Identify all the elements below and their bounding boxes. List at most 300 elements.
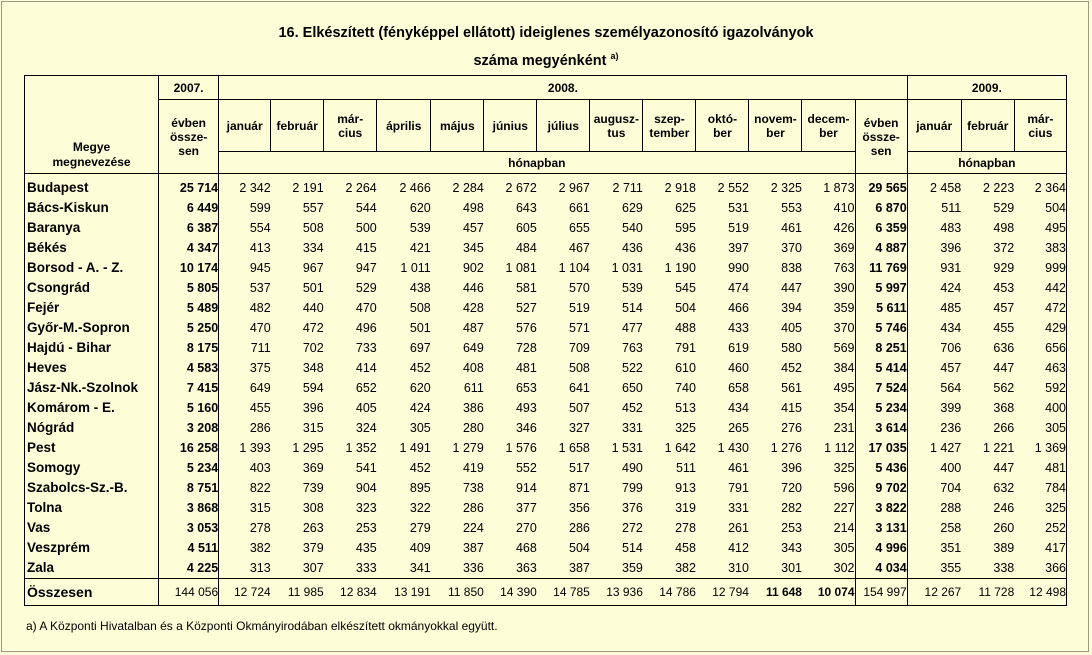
value-2008-month: 738 [462, 481, 484, 495]
value-2008-month: 1 279 [452, 441, 484, 455]
table-row [25, 378, 1067, 398]
value-2008-annual: 3 614 [855, 418, 907, 438]
value-2008-month: 272 [622, 521, 643, 535]
value-2008-month: 1 491 [399, 441, 431, 455]
value-2008-month: 396 [781, 461, 802, 475]
value-2007-annual: 5 160 [159, 398, 219, 418]
value-2008-month: 424 [409, 401, 431, 415]
value-2008-month: 286 [569, 521, 590, 535]
value-2008-month: 14 390 [484, 579, 537, 606]
value-2008-month: 438 [409, 281, 431, 295]
value-2008-month: 435 [355, 541, 377, 555]
value-2008-month: 447 [781, 281, 802, 295]
value-2009-month: 355 [907, 558, 961, 579]
annual-2008-header: évben össze- sen [855, 100, 907, 174]
value-2008-month: 421 [409, 241, 431, 255]
value-2008-month: 1 081 [505, 261, 537, 275]
month-header-2008: április [377, 100, 431, 152]
value-2008-annual: 5 746 [855, 318, 907, 338]
value-2008-month: 1 276 [770, 441, 802, 455]
value-2009-month: 562 [993, 381, 1015, 395]
value-2008-month: 345 [462, 241, 484, 255]
value-2008-month: 14 786 [643, 579, 696, 606]
value-2007-annual: 25 714 [159, 174, 219, 199]
unit-header-2008: hónapban [219, 152, 855, 174]
county-name: Komárom - E. [25, 398, 159, 418]
value-2008-month: 791 [728, 481, 749, 495]
county-name: Heves [25, 358, 159, 378]
value-2008-month: 253 [355, 521, 377, 535]
value-2009-month: 266 [993, 421, 1015, 435]
value-2008-month: 895 [409, 481, 431, 495]
value-2008-month: 2 466 [399, 181, 431, 195]
value-2008-month: 2 552 [717, 181, 749, 195]
value-2008-annual: 4 996 [855, 538, 907, 558]
value-2008-month: 452 [409, 461, 431, 475]
value-2008-month: 324 [355, 421, 377, 435]
table-row [25, 298, 1067, 318]
county-header-line-1: Megye [72, 140, 111, 154]
value-2008-month: 822 [219, 478, 271, 498]
value-2008-month: 2 918 [664, 181, 696, 195]
value-2008-month: 315 [302, 421, 324, 435]
value-2008-month: 508 [569, 361, 590, 375]
value-2008-month: 343 [781, 541, 802, 555]
value-2008-month: 12 724 [219, 579, 271, 606]
value-2008-month: 227 [802, 498, 855, 518]
value-2008-month: 739 [302, 481, 324, 495]
value-2008-month: 331 [622, 421, 643, 435]
value-2009-month: 529 [993, 201, 1015, 215]
value-2008-month: 2 672 [505, 181, 537, 195]
value-2008-month: 278 [219, 518, 271, 538]
title-line-2 [0, 45, 1092, 73]
value-2007-annual: 3 868 [159, 498, 219, 518]
value-2008-month: 501 [409, 321, 431, 335]
value-2008-month: 527 [515, 301, 537, 315]
value-2008-month: 278 [675, 521, 696, 535]
table-row [25, 418, 1067, 438]
value-2008-month: 336 [462, 561, 484, 575]
value-2008-month: 452 [781, 361, 802, 375]
value-2008-month: 517 [569, 461, 590, 475]
value-2008-month: 446 [462, 281, 484, 295]
value-2008-month: 341 [409, 561, 431, 575]
value-2007-annual: 6 387 [159, 218, 219, 238]
value-2008-month: 412 [728, 541, 749, 555]
value-2008-month: 409 [409, 541, 431, 555]
value-2008-month: 1 104 [558, 261, 590, 275]
value-2008-annual: 154 997 [855, 579, 907, 606]
value-2009-month: 457 [993, 301, 1015, 315]
value-2008-month: 319 [675, 501, 696, 515]
month-header-2008: szep- tember [643, 100, 696, 152]
table-row [25, 558, 1067, 579]
value-2008-month: 488 [675, 321, 696, 335]
value-2008-month: 397 [728, 241, 749, 255]
value-2007-annual: 4 347 [159, 238, 219, 258]
value-2007-annual: 3 053 [159, 518, 219, 538]
value-2008-month: 472 [302, 321, 324, 335]
year-2007-header: 2007. [159, 76, 219, 100]
value-2008-month: 302 [802, 558, 855, 579]
value-2008-month: 457 [462, 221, 484, 235]
value-2008-month: 620 [409, 201, 431, 215]
value-2007-annual: 5 489 [159, 298, 219, 318]
value-2008-month: 356 [569, 501, 590, 515]
value-2008-month: 545 [675, 281, 696, 295]
value-2009-month: 455 [993, 321, 1015, 335]
value-2009-month: 396 [907, 238, 961, 258]
value-2009-month: 399 [907, 398, 961, 418]
value-2008-month: 658 [728, 381, 749, 395]
value-2008-month: 619 [728, 341, 749, 355]
value-2008-annual: 5 611 [855, 298, 907, 318]
value-2008-month: 902 [462, 261, 484, 275]
value-2008-month: 2 284 [452, 181, 484, 195]
value-2008-month: 231 [802, 418, 855, 438]
value-2008-month: 253 [781, 521, 802, 535]
value-2008-month: 605 [515, 221, 537, 235]
value-2008-month: 728 [515, 341, 537, 355]
value-2007-annual: 5 250 [159, 318, 219, 338]
value-2008-month: 904 [355, 481, 377, 495]
month-header-2008: októ- ber [696, 100, 749, 152]
value-2009-month: 325 [1014, 498, 1066, 518]
value-2009-month: 447 [993, 461, 1015, 475]
value-2008-month: 331 [728, 501, 749, 515]
county-name: Borsod - A. - Z. [25, 258, 159, 278]
value-2009-month: 429 [1014, 318, 1066, 338]
table-row [25, 498, 1067, 518]
value-2008-month: 379 [302, 541, 324, 555]
value-2008-month: 310 [728, 561, 749, 575]
value-2008-month: 415 [781, 401, 802, 415]
value-2008-month: 1 190 [664, 261, 696, 275]
value-2009-month: 504 [1014, 198, 1066, 218]
value-2008-month: 436 [622, 241, 643, 255]
value-2008-month: 419 [462, 461, 484, 475]
value-2009-month: 417 [1014, 538, 1066, 558]
county-name: Tolna [25, 498, 159, 518]
value-2008-annual: 8 251 [855, 338, 907, 358]
month-header-2008: decem- ber [802, 100, 855, 152]
value-2008-month: 2 967 [558, 181, 590, 195]
value-2008-annual: 11 769 [855, 258, 907, 278]
value-2008-month: 348 [302, 361, 324, 375]
value-2008-month: 481 [515, 361, 537, 375]
total-row [25, 579, 1067, 606]
table-row [25, 438, 1067, 458]
value-2008-month: 382 [675, 561, 696, 575]
value-2009-month: 483 [907, 218, 961, 238]
value-2009-month: 481 [1014, 458, 1066, 478]
county-name: Békés [25, 238, 159, 258]
value-2008-month: 375 [219, 358, 271, 378]
value-2008-month: 709 [569, 341, 590, 355]
value-2008-month: 433 [728, 321, 749, 335]
value-2008-annual: 17 035 [855, 438, 907, 458]
value-2009-month: 236 [907, 418, 961, 438]
value-2008-month: 599 [219, 198, 271, 218]
value-2009-month: 368 [993, 401, 1015, 415]
value-2009-month: 999 [1014, 258, 1066, 278]
county-name: Vas [25, 518, 159, 538]
value-2008-month: 11 648 [749, 579, 802, 606]
value-2009-month: 338 [993, 561, 1015, 575]
value-2008-annual: 5 234 [855, 398, 907, 418]
table-row [25, 318, 1067, 338]
value-2008-month: 14 785 [537, 579, 590, 606]
value-2008-month: 12 834 [324, 579, 377, 606]
value-2008-month: 702 [302, 341, 324, 355]
value-2008-month: 322 [409, 501, 431, 515]
value-2008-month: 581 [515, 281, 537, 295]
table-row [25, 538, 1067, 558]
month-header-2008: február [271, 100, 324, 152]
county-name: Jász-Nk.-Szolnok [25, 378, 159, 398]
value-2008-month: 394 [781, 301, 802, 315]
value-2008-month: 1 352 [345, 441, 377, 455]
value-2008-month: 791 [675, 341, 696, 355]
table-row [25, 258, 1067, 278]
value-2008-month: 370 [781, 241, 802, 255]
value-2009-month: 495 [1014, 218, 1066, 238]
value-2008-month: 276 [781, 421, 802, 435]
value-2007-annual: 3 208 [159, 418, 219, 438]
month-header-2009: február [961, 100, 1014, 152]
value-2007-annual: 10 174 [159, 258, 219, 278]
value-2008-month: 270 [515, 521, 537, 535]
value-2008-annual: 4 034 [855, 558, 907, 579]
value-2008-month: 653 [515, 381, 537, 395]
value-2008-month: 440 [302, 301, 324, 315]
value-2007-annual: 5 805 [159, 278, 219, 298]
value-2007-annual: 4 583 [159, 358, 219, 378]
value-2008-month: 263 [302, 521, 324, 535]
value-2008-month: 652 [355, 381, 377, 395]
value-2008-month: 496 [355, 321, 377, 335]
value-2009-month: 447 [993, 361, 1015, 375]
value-2007-annual: 16 258 [159, 438, 219, 458]
value-2009-month: 258 [907, 518, 961, 538]
value-2008-month: 11 985 [271, 579, 324, 606]
value-2009-month: 457 [907, 358, 961, 378]
value-2008-month: 539 [409, 221, 431, 235]
value-2008-month: 452 [409, 361, 431, 375]
value-2008-month: 12 794 [696, 579, 749, 606]
value-2008-month: 569 [802, 338, 855, 358]
value-2008-month: 540 [622, 221, 643, 235]
value-2008-month: 2 191 [292, 181, 324, 195]
value-2008-month: 325 [675, 421, 696, 435]
value-2008-month: 458 [675, 541, 696, 555]
month-header-2008: július [537, 100, 590, 152]
value-2008-month: 359 [622, 561, 643, 575]
value-2008-month: 557 [302, 201, 324, 215]
value-2008-month: 369 [302, 461, 324, 475]
county-name: Pest [25, 438, 159, 458]
footnote: a) A Központi Hivatalban és a Központi Okmányirodában elkészített okmányokkal együtt. [26, 619, 498, 633]
table-row [25, 458, 1067, 478]
value-2008-month: 498 [462, 201, 484, 215]
value-2008-month: 913 [675, 481, 696, 495]
value-2008-month: 363 [515, 561, 537, 575]
value-2008-month: 410 [802, 198, 855, 218]
value-2008-month: 461 [781, 221, 802, 235]
value-2008-month: 1 430 [717, 441, 749, 455]
county-header [25, 76, 159, 174]
title-line-1: 16. Elkészített (fényképpel ellátott) ideiglenes személyazonosító igazolványok [278, 25, 814, 41]
value-2008-month: 1 873 [802, 174, 855, 199]
value-2008-month: 484 [515, 241, 537, 255]
value-2008-month: 514 [622, 541, 643, 555]
value-2008-month: 511 [675, 461, 696, 475]
value-2008-month: 468 [515, 541, 537, 555]
value-2008-month: 279 [409, 521, 431, 535]
county-name: Somogy [25, 458, 159, 478]
value-2009-month: 1 221 [982, 441, 1015, 455]
value-2008-month: 513 [675, 401, 696, 415]
value-2008-month: 487 [462, 321, 484, 335]
year-2009-header: 2009. [907, 76, 1066, 100]
value-2008-month: 359 [802, 298, 855, 318]
value-2008-month: 214 [802, 518, 855, 538]
value-2008-month: 477 [622, 321, 643, 335]
value-2008-month: 514 [622, 301, 643, 315]
value-2008-month: 838 [781, 261, 802, 275]
value-2008-annual: 3 131 [855, 518, 907, 538]
value-2007-annual: 8 751 [159, 478, 219, 498]
value-2007-annual: 144 056 [159, 579, 219, 606]
value-2008-month: 490 [622, 461, 643, 475]
value-2008-month: 461 [728, 461, 749, 475]
value-2008-month: 354 [802, 398, 855, 418]
value-2008-month: 426 [802, 218, 855, 238]
value-2008-month: 561 [781, 381, 802, 395]
value-2009-month: 12 267 [907, 579, 961, 606]
value-2008-month: 11 850 [431, 579, 484, 606]
county-name: Csongrád [25, 278, 159, 298]
value-2009-month: 2 223 [982, 181, 1015, 195]
year-2008-header: 2008. [219, 76, 908, 100]
value-2008-month: 387 [569, 561, 590, 575]
value-2008-annual: 7 524 [855, 378, 907, 398]
value-2008-month: 629 [622, 201, 643, 215]
value-2008-annual: 3 822 [855, 498, 907, 518]
value-2008-month: 386 [462, 401, 484, 415]
value-2008-month: 625 [675, 201, 696, 215]
month-header-2008: január [219, 100, 271, 152]
county-name: Szabolcs-Sz.-B. [25, 478, 159, 498]
value-2008-month: 334 [302, 241, 324, 255]
value-2009-month: 592 [1014, 378, 1066, 398]
value-2008-month: 467 [569, 241, 590, 255]
value-2008-month: 500 [355, 221, 377, 235]
value-2008-month: 265 [728, 421, 749, 435]
value-2009-month: 929 [993, 261, 1015, 275]
value-2008-month: 643 [515, 201, 537, 215]
value-2009-month: 498 [993, 221, 1015, 235]
value-2008-month: 377 [515, 501, 537, 515]
value-2008-month: 947 [355, 261, 377, 275]
value-2008-month: 610 [675, 361, 696, 375]
county-name: Győr-M.-Sopron [25, 318, 159, 338]
county-name: Nógrád [25, 418, 159, 438]
table-row [25, 478, 1067, 498]
value-2009-month: 485 [907, 298, 961, 318]
value-2008-month: 405 [781, 321, 802, 335]
value-2008-annual: 29 565 [855, 174, 907, 199]
value-2008-month: 460 [728, 361, 749, 375]
value-2008-month: 529 [355, 281, 377, 295]
value-2008-month: 576 [515, 321, 537, 335]
value-2008-month: 1 393 [219, 438, 271, 458]
value-2008-month: 305 [409, 421, 431, 435]
value-2008-month: 595 [675, 221, 696, 235]
value-2009-month: 784 [1014, 478, 1066, 498]
value-2008-month: 1 642 [664, 441, 696, 455]
value-2008-month: 799 [622, 481, 643, 495]
value-2008-month: 333 [355, 561, 377, 575]
value-2008-month: 452 [622, 401, 643, 415]
value-2008-month: 508 [409, 301, 431, 315]
value-2007-annual: 4 511 [159, 538, 219, 558]
value-2009-month: 400 [907, 458, 961, 478]
value-2008-month: 711 [219, 338, 271, 358]
value-2008-month: 504 [569, 541, 590, 555]
value-2008-month: 945 [219, 258, 271, 278]
value-2008-month: 387 [462, 541, 484, 555]
value-2008-annual: 5 436 [855, 458, 907, 478]
value-2008-month: 541 [355, 461, 377, 475]
value-2008-annual: 4 887 [855, 238, 907, 258]
value-2009-month: 704 [907, 478, 961, 498]
value-2008-month: 967 [302, 261, 324, 275]
value-2008-month: 650 [622, 381, 643, 395]
value-2008-month: 594 [302, 381, 324, 395]
value-2008-month: 327 [569, 421, 590, 435]
value-2008-month: 544 [355, 201, 377, 215]
value-2008-month: 763 [802, 258, 855, 278]
value-2008-month: 655 [569, 221, 590, 235]
value-2008-annual: 6 359 [855, 218, 907, 238]
value-2008-month: 519 [569, 301, 590, 315]
value-2008-month: 474 [728, 281, 749, 295]
value-2008-month: 661 [569, 201, 590, 215]
value-2009-month: 453 [993, 281, 1015, 295]
value-2008-month: 1 112 [802, 438, 855, 458]
value-2008-month: 436 [675, 241, 696, 255]
value-2008-month: 1 295 [292, 441, 324, 455]
value-2008-annual: 5 414 [855, 358, 907, 378]
county-name: Bács-Kiskun [25, 198, 159, 218]
value-2009-month: 383 [1014, 238, 1066, 258]
value-2008-month: 1 031 [611, 261, 643, 275]
value-2008-month: 1 658 [558, 441, 590, 455]
value-2008-month: 507 [569, 401, 590, 415]
value-2008-month: 403 [219, 458, 271, 478]
value-2009-month: 400 [1014, 398, 1066, 418]
table-row [25, 174, 1067, 199]
value-2008-month: 482 [219, 298, 271, 318]
value-2008-month: 1 011 [400, 261, 431, 275]
value-2009-month: 434 [907, 318, 961, 338]
month-header-2008: május [431, 100, 484, 152]
county-name: Fejér [25, 298, 159, 318]
table-row [25, 238, 1067, 258]
month-header-2009: már- cius [1014, 100, 1066, 152]
